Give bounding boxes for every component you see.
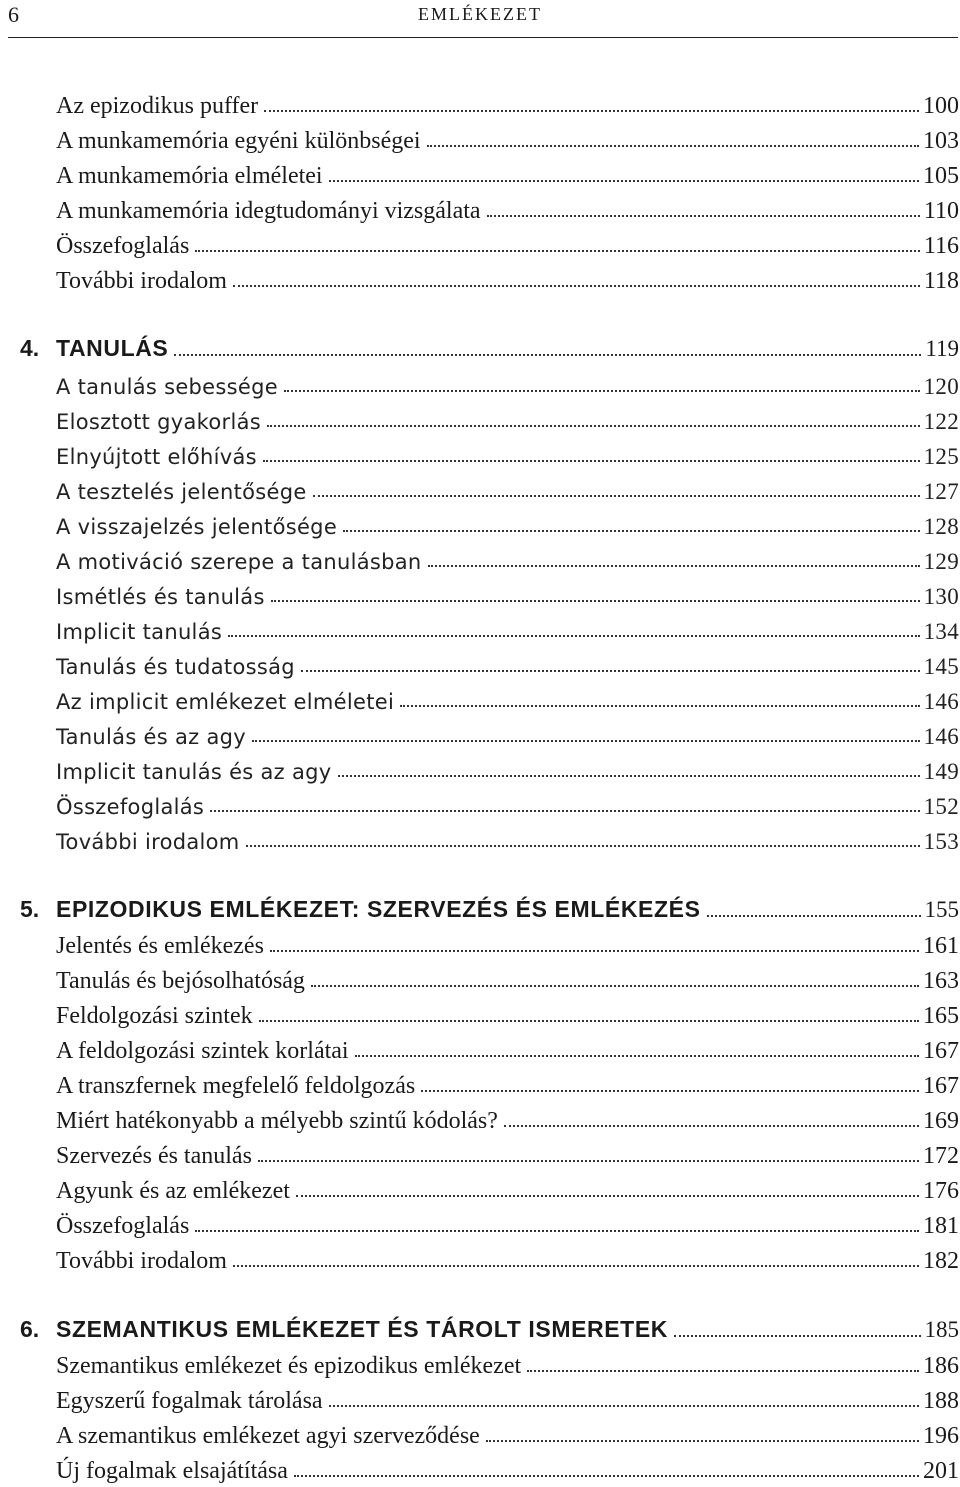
dot-leader xyxy=(174,354,921,356)
toc-entry xyxy=(56,121,959,153)
dot-leader xyxy=(296,1195,919,1197)
toc-entry xyxy=(56,1031,959,1063)
toc-entry xyxy=(56,646,959,678)
toc-entry-page: 181 xyxy=(923,1213,959,1239)
chapter-title: TANULÁS xyxy=(56,335,169,361)
dot-leader xyxy=(428,565,920,567)
dot-leader xyxy=(233,285,920,287)
dot-leader xyxy=(338,775,920,777)
toc-entry xyxy=(56,1066,959,1098)
toc-entry-page: 201 xyxy=(923,1458,959,1484)
dot-leader xyxy=(264,110,919,112)
page-number: 6 xyxy=(8,2,19,27)
toc-entry xyxy=(56,1206,959,1238)
toc-entry xyxy=(56,366,959,398)
toc-entry xyxy=(56,1171,959,1203)
toc-entry xyxy=(56,1381,959,1413)
dot-leader xyxy=(233,1265,919,1267)
toc-entry-label: Szemantikus emlékezet és epizodikus emlékezet xyxy=(56,1353,522,1379)
dot-leader xyxy=(270,950,919,952)
toc-entry-label: A szemantikus emlékezet agyi szerveződése xyxy=(56,1423,480,1449)
chapter-title: EPIZODIKUS EMLÉKEZET: SZERVEZÉS ÉS EMLÉKEZÉS xyxy=(56,896,701,922)
chapter-page: 155 xyxy=(924,897,959,922)
toc-entry-page: 169 xyxy=(923,1108,959,1134)
toc-entry-page: 134 xyxy=(923,619,959,644)
toc-entry xyxy=(56,1346,959,1378)
dot-leader xyxy=(284,390,920,392)
toc-entry-page: 127 xyxy=(923,479,959,504)
dot-leader xyxy=(246,845,920,847)
toc-entry-label: Miért hatékonyabb a mélyebb szintű kódolás? xyxy=(56,1108,498,1134)
toc-entry-label: Tanulás és bejósolhatóság xyxy=(56,968,305,994)
toc-entry xyxy=(56,1451,959,1483)
toc-entry-label: Új fogalmak elsajátítása xyxy=(56,1458,288,1484)
toc-entry xyxy=(56,576,959,608)
toc-entry-page: 100 xyxy=(923,93,959,119)
chapter-number: 6. xyxy=(20,1316,40,1342)
toc-entry-label: A munkamemória elméletei xyxy=(56,163,323,189)
dot-leader xyxy=(267,425,920,427)
dot-leader xyxy=(707,915,921,917)
toc-entry xyxy=(56,156,959,188)
toc-entry-label: Implicit tanulás és az agy xyxy=(56,760,332,784)
toc-entry-page: 188 xyxy=(923,1388,959,1414)
dot-leader xyxy=(195,1230,919,1232)
toc-entry xyxy=(56,996,959,1028)
dot-leader xyxy=(527,1370,919,1372)
toc-entry-page: 105 xyxy=(923,163,959,189)
toc-entry xyxy=(56,86,959,118)
chapter-number: 5. xyxy=(20,896,40,922)
toc-entry xyxy=(56,506,959,538)
toc-entry-label: További irodalom xyxy=(56,1248,227,1274)
toc-entry-page: 130 xyxy=(923,584,959,609)
toc-entry-page: 118 xyxy=(923,268,959,294)
toc-entry-page: 163 xyxy=(923,968,959,994)
toc-entry-label: További irodalom xyxy=(56,830,240,854)
dot-leader xyxy=(301,670,920,672)
toc-entry-page: 116 xyxy=(923,233,959,259)
toc-entry-label: A munkamemória idegtudományi vizsgálata xyxy=(56,198,481,224)
dot-leader xyxy=(343,530,920,532)
header-rule xyxy=(8,37,958,38)
toc-entry-label: Jelentés és emlékezés xyxy=(56,933,264,959)
toc-entry-page: 122 xyxy=(923,409,959,434)
chapter-heading xyxy=(20,891,959,923)
toc-entry-label: Feldolgozási szintek xyxy=(56,1003,253,1029)
toc-entry xyxy=(56,751,959,783)
chapter-heading xyxy=(20,330,959,362)
toc-entry-page: 149 xyxy=(923,759,959,784)
toc-entry-label: Összefoglalás xyxy=(56,795,205,819)
toc-entry-label: Elosztott gyakorlás xyxy=(56,410,262,434)
dot-leader xyxy=(228,635,919,637)
dot-leader xyxy=(486,1440,919,1442)
dot-leader xyxy=(294,1475,919,1477)
toc-entry-page: 146 xyxy=(923,689,959,714)
toc-entry-page: 196 xyxy=(923,1423,959,1449)
toc-entry xyxy=(56,1416,959,1448)
toc-entry-page: 129 xyxy=(923,549,959,574)
toc-entry-page: 120 xyxy=(923,374,959,399)
toc-entry-label: A tanulás sebessége xyxy=(56,375,278,399)
toc-entry-label: Ismétlés és tanulás xyxy=(56,585,265,609)
toc-entry xyxy=(56,1101,959,1133)
toc-entry-label: A munkamemória egyéni különbségei xyxy=(56,128,421,154)
dot-leader xyxy=(210,810,919,812)
dot-leader xyxy=(487,215,920,217)
chapter-page: 185 xyxy=(924,1317,959,1342)
dot-leader xyxy=(355,1055,919,1057)
toc-entry xyxy=(56,261,959,293)
toc-entry-page: 128 xyxy=(923,514,959,539)
toc-entry xyxy=(56,611,959,643)
dot-leader xyxy=(329,180,919,182)
dot-leader xyxy=(259,1020,919,1022)
toc-entry-label: Agyunk és az emlékezet xyxy=(56,1178,290,1204)
toc-entry xyxy=(56,961,959,993)
toc-entry-page: 103 xyxy=(923,128,959,154)
toc-entry-label: Összefoglalás xyxy=(56,1213,190,1239)
dot-leader xyxy=(252,740,920,742)
toc-entry-label: Elnyújtott előhívás xyxy=(56,445,257,469)
toc-entry xyxy=(56,1241,959,1273)
toc-entry-label: A transzfernek megfelelő feldolgozás xyxy=(56,1073,416,1099)
toc-entry-page: 176 xyxy=(923,1178,959,1204)
chapter-page: 119 xyxy=(925,336,959,361)
toc-entry xyxy=(56,541,959,573)
toc-entry-label: A feldolgozási szintek korlátai xyxy=(56,1038,349,1064)
toc-entry xyxy=(56,401,959,433)
toc-entry-label: További irodalom xyxy=(56,268,227,294)
toc-entry-label: Implicit tanulás xyxy=(56,620,223,644)
toc-entry xyxy=(56,821,959,853)
dot-leader xyxy=(271,600,920,602)
toc-entry-label: Az epizodikus puffer xyxy=(56,93,259,119)
toc-entry xyxy=(56,786,959,818)
toc-entry-label: A visszajelzés jelentősége xyxy=(56,515,338,539)
toc-entry-page: 152 xyxy=(923,794,959,819)
toc-entry xyxy=(56,926,959,958)
page-header xyxy=(0,0,960,40)
toc-entry-page: 146 xyxy=(923,724,959,749)
toc-entry-page: 186 xyxy=(923,1353,959,1379)
toc-entry-label: Szervezés és tanulás xyxy=(56,1143,252,1169)
toc-entry-label: Tanulás és tudatosság xyxy=(56,655,295,679)
toc-entry xyxy=(56,1136,959,1168)
chapter-number: 4. xyxy=(20,335,40,361)
toc-entry-page: 165 xyxy=(923,1003,959,1029)
toc-entry xyxy=(56,226,959,258)
toc-entry-label: Tanulás és az agy xyxy=(56,725,246,749)
dot-leader xyxy=(258,1160,919,1162)
dot-leader xyxy=(263,460,920,462)
toc-entry-label: A tesztelés jelentősége xyxy=(56,480,307,504)
dot-leader xyxy=(504,1125,919,1127)
toc-entry-label: A motiváció szerepe a tanulásban xyxy=(56,550,422,574)
toc-entry-label: Egyszerű fogalmak tárolása xyxy=(56,1388,323,1414)
toc-entry-page: 145 xyxy=(923,654,959,679)
chapter-title: SZEMANTIKUS EMLÉKEZET ÉS TÁROLT ISMERETEK xyxy=(56,1316,668,1342)
running-title: EMLÉKEZET xyxy=(418,4,542,24)
dot-leader xyxy=(329,1405,919,1407)
dot-leader xyxy=(427,145,919,147)
toc-entry xyxy=(56,191,959,223)
toc-entry-page: 125 xyxy=(923,444,959,469)
toc-entry-page: 161 xyxy=(923,933,959,959)
toc-entry-page: 153 xyxy=(923,829,959,854)
dot-leader xyxy=(195,250,920,252)
toc-entry-page: 172 xyxy=(923,1143,959,1169)
toc-entry xyxy=(56,471,959,503)
toc-entry-page: 182 xyxy=(923,1248,959,1274)
dot-leader xyxy=(400,705,919,707)
toc-entry xyxy=(56,681,959,713)
dot-leader xyxy=(311,985,919,987)
toc-entry-page: 167 xyxy=(923,1073,959,1099)
dot-leader xyxy=(674,1335,921,1337)
dot-leader xyxy=(421,1090,919,1092)
toc-entry xyxy=(56,436,959,468)
toc-entry-label: Összefoglalás xyxy=(56,233,190,259)
dot-leader xyxy=(313,495,920,497)
chapter-heading xyxy=(20,1311,959,1343)
toc-entry-label: Az implicit emlékezet elméletei xyxy=(56,690,395,714)
toc-entry xyxy=(56,716,959,748)
toc-entry-page: 110 xyxy=(923,198,959,224)
toc-entry-page: 167 xyxy=(923,1038,959,1064)
